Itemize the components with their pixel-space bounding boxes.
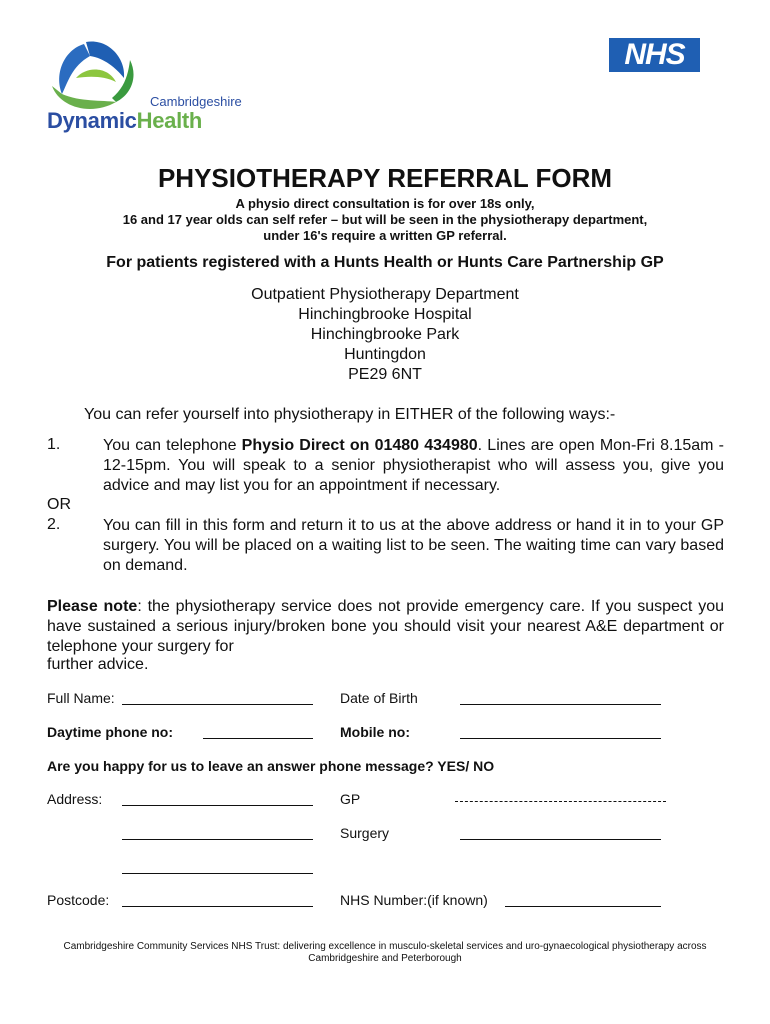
postcode-field[interactable] bbox=[122, 906, 313, 907]
dynamic-health-logo-graphic bbox=[46, 38, 146, 114]
logo-region-text: Cambridgeshire bbox=[150, 94, 242, 109]
address-field-1[interactable] bbox=[122, 805, 313, 806]
subtitle-line-2: 16 and 17 year olds can self refer – but will be seen in the physiotherapy department, bbox=[122, 212, 648, 227]
answer-phone-question: Are you happy for us to leave an answer phone message? YES/ NO bbox=[47, 758, 495, 774]
address-line-3: Hinchingbrooke Park bbox=[310, 326, 460, 343]
postcode-label: Postcode: bbox=[47, 892, 110, 908]
mobile-label: Mobile no: bbox=[340, 724, 410, 740]
mobile-field[interactable] bbox=[460, 738, 661, 739]
option-2-text: You can fill in this form and return it to us at the above address or hand it in to your GP surgery. You will be placed on a waiting list to be seen. The waiting time can vary based on demand. bbox=[103, 517, 724, 574]
please-note-last-line: further advice. bbox=[47, 656, 149, 673]
gp-label: GP bbox=[340, 791, 361, 807]
option-2-number: 2. bbox=[47, 516, 61, 533]
option-1-text: You can telephone Physio Direct on 01480 434980. Lines are open Mon-Fri 8.15am - 12-15pm. You will speak to a senior physiotherapist who will assess you, give you advice and may list you for an appointment if necessary. bbox=[103, 437, 725, 494]
full-name-label: Full Name: bbox=[47, 690, 115, 706]
address-field-3[interactable] bbox=[122, 873, 313, 874]
daytime-phone-label: Daytime phone no: bbox=[47, 724, 174, 740]
nhs-number-label: NHS Number:(if known) bbox=[340, 892, 488, 908]
address-line-5: PE29 6NT bbox=[348, 366, 422, 383]
footer-line-1: Cambridgeshire Community Services NHS Trust: delivering excellence in musculo-skeletal services and uro-gynaecological physiotherapy across bbox=[63, 941, 707, 952]
daytime-phone-field[interactable] bbox=[203, 738, 313, 739]
please-note: Please note: the physiotherapy service does not provide emergency care. If you suspect you have sustained a serious injury/broken bone you should visit your nearest A&E department or telephone your surgery for bbox=[47, 598, 724, 655]
or-label: OR bbox=[47, 496, 71, 513]
nhs-logo: NHS bbox=[609, 38, 700, 72]
nhs-number-field[interactable] bbox=[505, 906, 661, 907]
dob-field[interactable] bbox=[460, 704, 661, 705]
page-title: PHYSIOTHERAPY REFERRAL FORM bbox=[157, 163, 613, 193]
address-label: Address: bbox=[47, 791, 103, 807]
dob-label: Date of Birth bbox=[340, 690, 418, 706]
subtitle-line-3: under 16's require a written GP referral. bbox=[263, 228, 507, 243]
address-line-4: Huntingdon bbox=[344, 346, 426, 363]
full-name-field[interactable] bbox=[122, 704, 313, 705]
surgery-field[interactable] bbox=[460, 839, 661, 840]
referral-intro: You can refer yourself into physiotherapy in EITHER of the following ways:- bbox=[84, 406, 616, 423]
address-line-1: Outpatient Physiotherapy Department bbox=[251, 286, 519, 303]
subtitle-line-1: A physio direct consultation is for over 18s only, bbox=[235, 196, 535, 211]
surgery-label: Surgery bbox=[340, 825, 390, 841]
address-field-2[interactable] bbox=[122, 839, 313, 840]
gp-field[interactable] bbox=[455, 801, 666, 802]
footer-line-2: Cambridgeshire and Peterborough bbox=[308, 953, 462, 964]
option-1-number: 1. bbox=[47, 436, 61, 453]
address-line-2: Hinchingbrooke Hospital bbox=[298, 306, 472, 323]
footer bbox=[40, 941, 730, 965]
gp-eligibility-line: For patients registered with a Hunts Health or Hunts Care Partnership GP bbox=[106, 254, 664, 271]
logo-name-text: DynamicHealth bbox=[47, 108, 203, 133]
